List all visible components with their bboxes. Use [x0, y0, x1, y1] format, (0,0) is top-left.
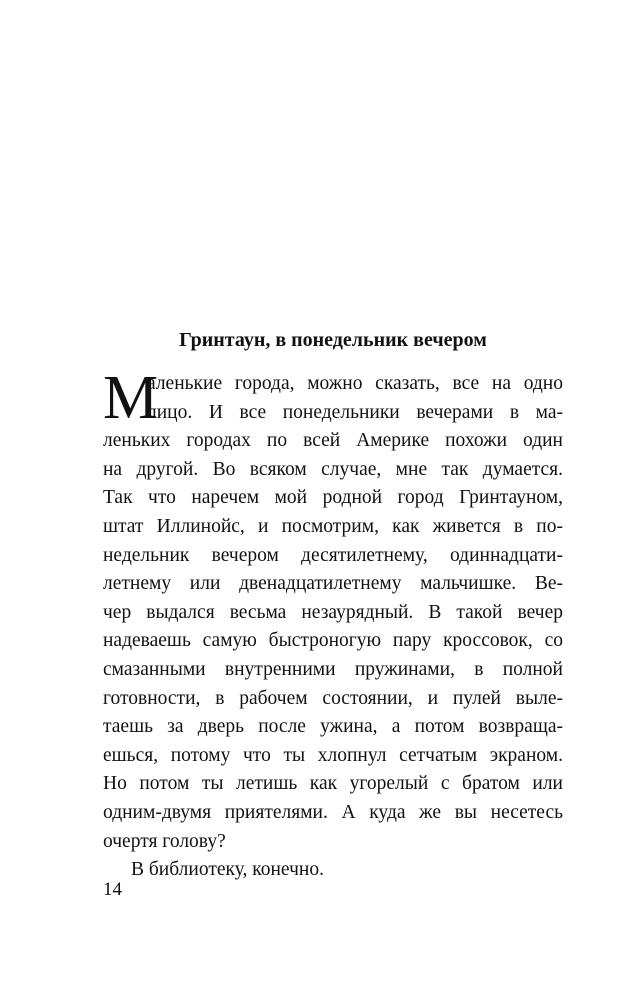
drop-cap: М: [103, 364, 158, 432]
text-line: аленькие города, можно сказать, все на одно: [147, 373, 563, 394]
text-line: чер выдался весьма незаурядный. В такой вечер: [103, 601, 563, 623]
text-line: штат Иллинойс, и посмотрим, как живется в по-: [103, 515, 563, 537]
text-line: смазанными внутренними пружинами, в полной: [103, 658, 563, 680]
text-line: лицо. И все понедельники вечерами в ма-: [147, 401, 563, 423]
text-line: на другой. Во всяком случае, мне так думается.: [103, 458, 563, 480]
text-line: Так что наречем мой родной город Гринтауном,: [103, 487, 563, 509]
body-text: [103, 364, 563, 885]
page-number: 14: [103, 879, 122, 900]
text-line: леньких городах по всей Америке похожи один: [103, 430, 563, 452]
paragraph-line: В библиотеку, конечно.: [131, 859, 324, 881]
chapter-title: Гринтаун, в понедельник вечером: [179, 329, 487, 351]
text-line: одним-двумя приятелями. А куда же вы несетесь: [103, 801, 563, 823]
text-line: готовности, в рабочем состоянии, и пулей выле-: [103, 687, 563, 709]
text-line: ешься, потому что ты хлопнул сетчатым экраном.: [103, 744, 563, 766]
text-line: таешь за дверь после ужина, а потом возвраща-: [103, 716, 563, 738]
text-line: недельник вечером десятилетнему, одиннадцати-: [103, 544, 563, 566]
text-line: надеваешь самую быстроногую пару кроссовок, со: [103, 630, 563, 652]
text-line: Но потом ты летишь как угорелый с братом или: [103, 773, 563, 795]
text-line: летнему или двенадцатилетнему мальчишке. Ве-: [103, 573, 563, 595]
text-line: очертя голову?: [103, 830, 226, 852]
